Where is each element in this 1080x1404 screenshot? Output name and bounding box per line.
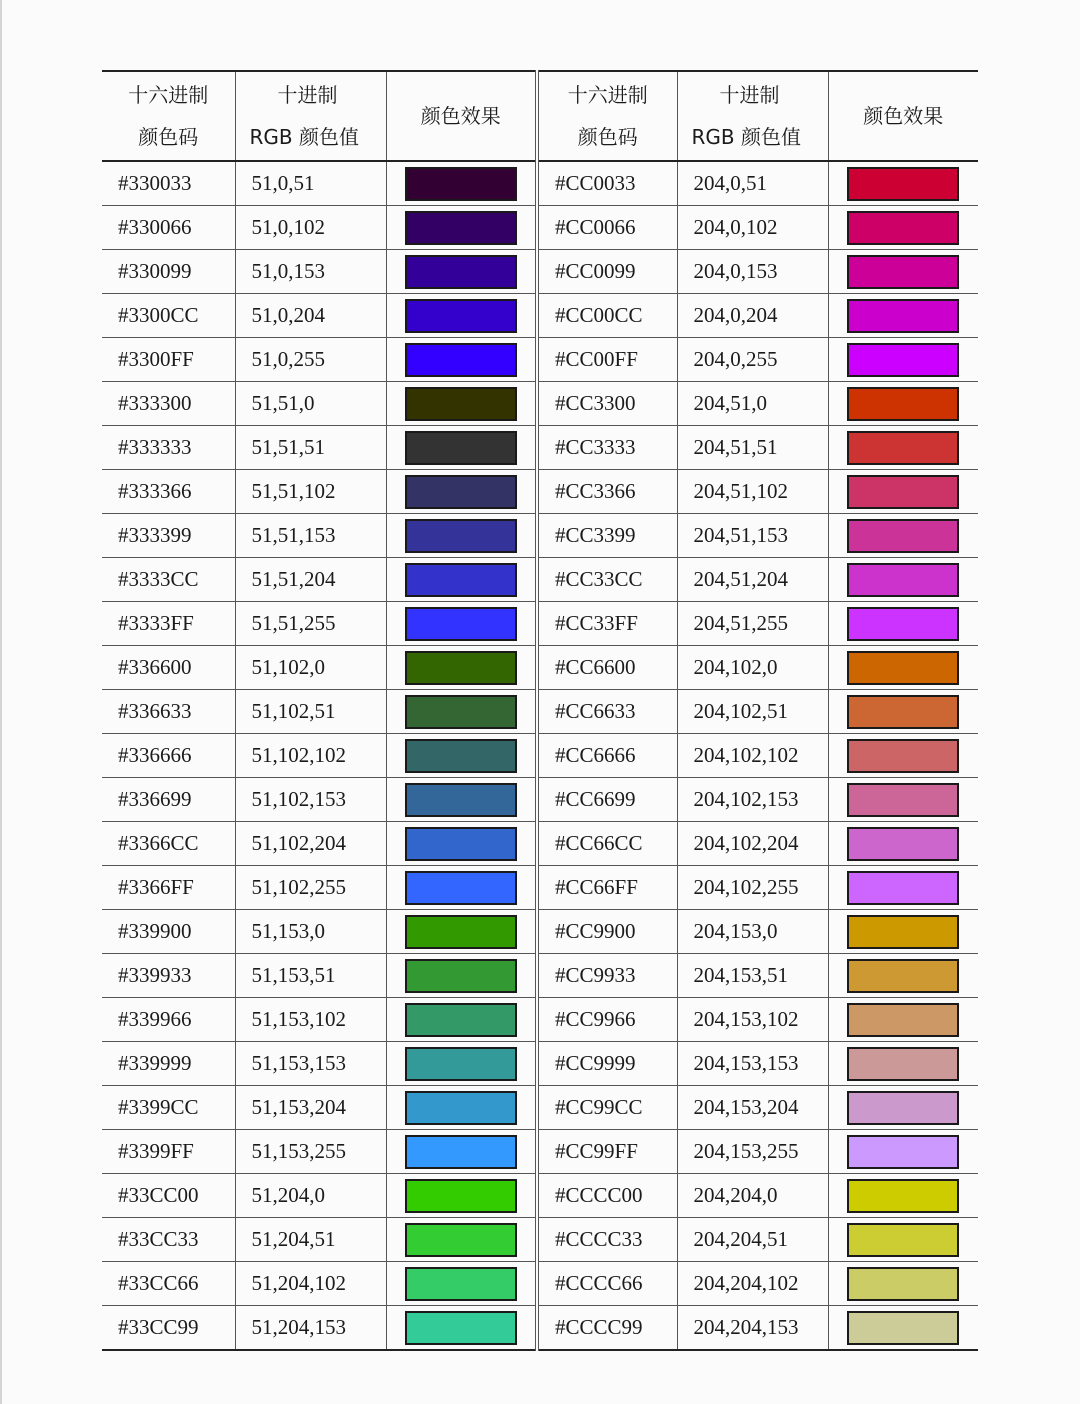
hex-code-left: #333300	[102, 382, 235, 426]
color-swatch-left	[405, 651, 517, 685]
table-row	[102, 206, 978, 250]
color-swatch-right-cell	[828, 558, 978, 602]
color-swatch-right	[847, 1135, 959, 1169]
table-row	[102, 602, 978, 646]
color-swatch-right	[847, 519, 959, 553]
color-swatch-left	[405, 1223, 517, 1257]
hex-code-right: #CC00CC	[537, 294, 677, 338]
color-swatch-left-cell	[386, 1306, 537, 1351]
hex-code-left: #3399CC	[102, 1086, 235, 1130]
color-swatch-right	[847, 607, 959, 641]
color-swatch-left	[405, 871, 517, 905]
rgb-value-right: 204,51,255	[677, 602, 828, 646]
hex-code-left: #333333	[102, 426, 235, 470]
hex-code-right: #CC0066	[537, 206, 677, 250]
rgb-value-right: 204,0,204	[677, 294, 828, 338]
rgb-value-right: 204,102,255	[677, 866, 828, 910]
color-swatch-left	[405, 167, 517, 201]
hex-code-right: #CC6600	[537, 646, 677, 690]
hex-code-right: #CC3333	[537, 426, 677, 470]
rgb-value-left: 51,102,0	[235, 646, 386, 690]
rgb-value-right: 204,102,153	[677, 778, 828, 822]
rgb-value-right: 204,153,153	[677, 1042, 828, 1086]
rgb-value-left: 51,102,102	[235, 734, 386, 778]
color-swatch-left-cell	[386, 558, 537, 602]
rgb-value-left: 51,204,51	[235, 1218, 386, 1262]
color-swatch-right-cell	[828, 778, 978, 822]
rgb-value-right: 204,153,255	[677, 1130, 828, 1174]
rgb-value-right: 204,102,0	[677, 646, 828, 690]
color-swatch-right	[847, 1267, 959, 1301]
rgb-value-right: 204,0,255	[677, 338, 828, 382]
table-row	[102, 1262, 978, 1306]
color-swatch-right	[847, 1179, 959, 1213]
color-swatch-left	[405, 343, 517, 377]
color-swatch-right-cell	[828, 910, 978, 954]
color-swatch-left-cell	[386, 338, 537, 382]
color-swatch-right	[847, 167, 959, 201]
rgb-value-right: 204,102,51	[677, 690, 828, 734]
color-swatch-right	[847, 1311, 959, 1345]
header-rgb-right-line2: RGB 颜色值	[691, 125, 801, 149]
hex-code-right: #CC6699	[537, 778, 677, 822]
rgb-value-left: 51,0,204	[235, 294, 386, 338]
table-row	[102, 1174, 978, 1218]
hex-code-left: #339933	[102, 954, 235, 998]
table-row	[102, 910, 978, 954]
color-swatch-right	[847, 475, 959, 509]
color-swatch-right-cell	[828, 954, 978, 998]
color-swatch-left	[405, 1047, 517, 1081]
color-swatch-left-cell	[386, 778, 537, 822]
color-swatch-right-cell	[828, 866, 978, 910]
color-swatch-right-cell	[828, 646, 978, 690]
color-swatch-right	[847, 959, 959, 993]
color-swatch-right	[847, 1223, 959, 1257]
hex-code-left: #336699	[102, 778, 235, 822]
hex-code-right: #CCCC33	[537, 1218, 677, 1262]
table-row	[102, 338, 978, 382]
hex-code-right: #CC6633	[537, 690, 677, 734]
color-swatch-right-cell	[828, 382, 978, 426]
color-swatch-right	[847, 739, 959, 773]
color-swatch-left-cell	[386, 470, 537, 514]
rgb-value-left: 51,0,255	[235, 338, 386, 382]
header-hex-left-line1: 十六进制	[128, 83, 209, 107]
color-swatch-left	[405, 1003, 517, 1037]
hex-code-left: #3300FF	[102, 338, 235, 382]
hex-code-right: #CCCC66	[537, 1262, 677, 1306]
hex-code-left: #33CC66	[102, 1262, 235, 1306]
color-swatch-left	[405, 563, 517, 597]
color-swatch-left-cell	[386, 1262, 537, 1306]
hex-code-left: #336666	[102, 734, 235, 778]
color-swatch-left-cell	[386, 1174, 537, 1218]
rgb-value-left: 51,204,0	[235, 1174, 386, 1218]
color-swatch-right-cell	[828, 734, 978, 778]
header-swatch-right: 颜色效果	[828, 71, 978, 161]
header-swatch-left: 颜色效果	[386, 71, 537, 161]
color-swatch-left-cell	[386, 646, 537, 690]
page-edge	[0, 0, 2, 1404]
color-swatch-left	[405, 299, 517, 333]
color-swatch-left	[405, 827, 517, 861]
hex-code-left: #3366CC	[102, 822, 235, 866]
table-row	[102, 1130, 978, 1174]
color-swatch-left-cell	[386, 1042, 537, 1086]
color-swatch-left-cell	[386, 1218, 537, 1262]
table-row	[102, 161, 978, 206]
color-swatch-left	[405, 1267, 517, 1301]
rgb-value-right: 204,102,102	[677, 734, 828, 778]
header-hex-left-line2: 颜色码	[138, 125, 199, 149]
color-swatch-left	[405, 519, 517, 553]
color-swatch-left	[405, 387, 517, 421]
hex-code-left: #33CC33	[102, 1218, 235, 1262]
rgb-value-right: 204,153,0	[677, 910, 828, 954]
table-row	[102, 250, 978, 294]
rgb-value-left: 51,51,255	[235, 602, 386, 646]
color-swatch-left-cell	[386, 602, 537, 646]
color-swatch-left-cell	[386, 690, 537, 734]
color-swatch-left-cell	[386, 822, 537, 866]
table-row	[102, 1042, 978, 1086]
color-swatch-left	[405, 1135, 517, 1169]
rgb-value-right: 204,102,204	[677, 822, 828, 866]
rgb-value-left: 51,102,153	[235, 778, 386, 822]
hex-code-right: #CC99FF	[537, 1130, 677, 1174]
table-row	[102, 470, 978, 514]
table-row	[102, 998, 978, 1042]
color-swatch-right-cell	[828, 1306, 978, 1351]
color-swatch-right	[847, 695, 959, 729]
color-swatch-left	[405, 915, 517, 949]
rgb-value-right: 204,153,204	[677, 1086, 828, 1130]
table-row	[102, 1086, 978, 1130]
color-swatch-left-cell	[386, 954, 537, 998]
color-swatch-right	[847, 783, 959, 817]
table-body	[102, 161, 978, 1350]
color-swatch-left-cell	[386, 161, 537, 206]
color-swatch-right-cell	[828, 602, 978, 646]
color-swatch-right	[847, 563, 959, 597]
rgb-value-left: 51,51,102	[235, 470, 386, 514]
header-rgb-right-line1: 十进制	[719, 83, 780, 107]
table-row	[102, 734, 978, 778]
color-swatch-left	[405, 959, 517, 993]
header-hex-left	[102, 71, 235, 161]
color-swatch-right	[847, 343, 959, 377]
rgb-value-right: 204,51,204	[677, 558, 828, 602]
hex-code-left: #330066	[102, 206, 235, 250]
color-swatch-left	[405, 739, 517, 773]
table-row	[102, 646, 978, 690]
color-swatch-left	[405, 607, 517, 641]
rgb-value-right: 204,51,0	[677, 382, 828, 426]
rgb-value-right: 204,51,153	[677, 514, 828, 558]
color-swatch-right	[847, 651, 959, 685]
hex-code-left: #33CC00	[102, 1174, 235, 1218]
color-swatch-right	[847, 827, 959, 861]
hex-code-right: #CCCC99	[537, 1306, 677, 1351]
table-row	[102, 954, 978, 998]
rgb-value-left: 51,204,102	[235, 1262, 386, 1306]
color-swatch-right	[847, 387, 959, 421]
hex-code-left: #33CC99	[102, 1306, 235, 1351]
color-swatch-left	[405, 211, 517, 245]
hex-code-left: #3366FF	[102, 866, 235, 910]
rgb-value-right: 204,204,153	[677, 1306, 828, 1351]
hex-code-right: #CC33FF	[537, 602, 677, 646]
rgb-value-left: 51,51,153	[235, 514, 386, 558]
color-swatch-left	[405, 1179, 517, 1213]
color-swatch-right	[847, 1091, 959, 1125]
hex-code-left: #3399FF	[102, 1130, 235, 1174]
rgb-value-right: 204,153,102	[677, 998, 828, 1042]
color-swatch-left	[405, 255, 517, 289]
color-swatch-right-cell	[828, 206, 978, 250]
rgb-value-right: 204,204,102	[677, 1262, 828, 1306]
color-swatch-left-cell	[386, 910, 537, 954]
color-swatch-right-cell	[828, 822, 978, 866]
rgb-value-left: 51,153,153	[235, 1042, 386, 1086]
table-row	[102, 822, 978, 866]
color-swatch-right	[847, 255, 959, 289]
color-swatch-right	[847, 915, 959, 949]
hex-code-right: #CC3399	[537, 514, 677, 558]
hex-code-right: #CC33CC	[537, 558, 677, 602]
rgb-value-right: 204,153,51	[677, 954, 828, 998]
color-swatch-right	[847, 871, 959, 905]
color-swatch-right	[847, 1047, 959, 1081]
color-swatch-right-cell	[828, 1174, 978, 1218]
rgb-value-left: 51,51,51	[235, 426, 386, 470]
table-row	[102, 294, 978, 338]
color-swatch-left	[405, 783, 517, 817]
header-rgb-right	[677, 71, 828, 161]
rgb-value-left: 51,153,255	[235, 1130, 386, 1174]
hex-code-right: #CC0099	[537, 250, 677, 294]
hex-code-left: #339999	[102, 1042, 235, 1086]
color-swatch-left-cell	[386, 1086, 537, 1130]
color-swatch-right-cell	[828, 426, 978, 470]
hex-code-right: #CC0033	[537, 161, 677, 206]
header-rgb-left-line2: RGB 颜色值	[249, 125, 359, 149]
table-row	[102, 382, 978, 426]
color-swatch-left	[405, 431, 517, 465]
hex-code-left: #3333FF	[102, 602, 235, 646]
color-swatch-right-cell	[828, 250, 978, 294]
color-swatch-right-cell	[828, 470, 978, 514]
color-swatch-right-cell	[828, 1042, 978, 1086]
rgb-value-left: 51,153,51	[235, 954, 386, 998]
header-rgb-left	[235, 71, 386, 161]
table-row	[102, 866, 978, 910]
table-row	[102, 1306, 978, 1351]
color-swatch-right-cell	[828, 1086, 978, 1130]
header-row	[102, 71, 978, 161]
rgb-value-left: 51,0,153	[235, 250, 386, 294]
rgb-value-left: 51,0,51	[235, 161, 386, 206]
color-swatch-left	[405, 1311, 517, 1345]
hex-code-right: #CC00FF	[537, 338, 677, 382]
rgb-value-left: 51,51,0	[235, 382, 386, 426]
color-swatch-right-cell	[828, 998, 978, 1042]
color-swatch-left	[405, 475, 517, 509]
color-swatch-right-cell	[828, 690, 978, 734]
color-swatch-right-cell	[828, 294, 978, 338]
table-row	[102, 558, 978, 602]
hex-code-left: #3300CC	[102, 294, 235, 338]
rgb-value-left: 51,153,102	[235, 998, 386, 1042]
color-swatch-right-cell	[828, 514, 978, 558]
rgb-value-right: 204,0,51	[677, 161, 828, 206]
header-hex-right-line2: 颜色码	[577, 125, 638, 149]
hex-code-left: #336600	[102, 646, 235, 690]
table-row	[102, 690, 978, 734]
color-swatch-left	[405, 695, 517, 729]
hex-code-left: #339966	[102, 998, 235, 1042]
header-hex-right	[537, 71, 677, 161]
color-swatch-left-cell	[386, 998, 537, 1042]
table-row	[102, 514, 978, 558]
hex-code-right: #CC6666	[537, 734, 677, 778]
rgb-value-left: 51,102,204	[235, 822, 386, 866]
hex-code-left: #339900	[102, 910, 235, 954]
table-row	[102, 426, 978, 470]
hex-code-right: #CC9933	[537, 954, 677, 998]
color-swatch-left-cell	[386, 382, 537, 426]
hex-code-right: #CCCC00	[537, 1174, 677, 1218]
hex-code-right: #CC3300	[537, 382, 677, 426]
rgb-value-left: 51,0,102	[235, 206, 386, 250]
color-swatch-right	[847, 211, 959, 245]
hex-code-right: #CC3366	[537, 470, 677, 514]
rgb-value-right: 204,0,153	[677, 250, 828, 294]
color-swatch-right	[847, 299, 959, 333]
hex-code-right: #CC9966	[537, 998, 677, 1042]
table-row	[102, 778, 978, 822]
rgb-value-right: 204,204,0	[677, 1174, 828, 1218]
header-rgb-left-line1: 十进制	[277, 83, 338, 107]
rgb-value-right: 204,51,102	[677, 470, 828, 514]
table-header	[102, 71, 978, 161]
hex-code-right: #CC9999	[537, 1042, 677, 1086]
color-swatch-left-cell	[386, 250, 537, 294]
rgb-value-right: 204,0,102	[677, 206, 828, 250]
rgb-value-right: 204,51,51	[677, 426, 828, 470]
hex-code-left: #330099	[102, 250, 235, 294]
color-swatch-right	[847, 431, 959, 465]
header-hex-right-line1: 十六进制	[567, 83, 648, 107]
color-swatch-right-cell	[828, 161, 978, 206]
color-swatch-right-cell	[828, 1262, 978, 1306]
rgb-value-left: 51,51,204	[235, 558, 386, 602]
hex-code-left: #336633	[102, 690, 235, 734]
rgb-value-left: 51,102,51	[235, 690, 386, 734]
color-swatch-right-cell	[828, 1218, 978, 1262]
color-swatch-left-cell	[386, 514, 537, 558]
color-swatch-left-cell	[386, 426, 537, 470]
hex-code-left: #333399	[102, 514, 235, 558]
hex-code-left: #3333CC	[102, 558, 235, 602]
hex-code-left: #333366	[102, 470, 235, 514]
table-row	[102, 1218, 978, 1262]
hex-code-right: #CC99CC	[537, 1086, 677, 1130]
rgb-value-left: 51,102,255	[235, 866, 386, 910]
color-swatch-right	[847, 1003, 959, 1037]
hex-code-right: #CC9900	[537, 910, 677, 954]
hex-code-left: #330033	[102, 161, 235, 206]
rgb-value-right: 204,204,51	[677, 1218, 828, 1262]
color-swatch-left-cell	[386, 1130, 537, 1174]
color-code-table	[102, 70, 978, 1351]
rgb-value-left: 51,204,153	[235, 1306, 386, 1351]
color-swatch-left-cell	[386, 294, 537, 338]
color-swatch-right-cell	[828, 338, 978, 382]
color-swatch-left-cell	[386, 866, 537, 910]
hex-code-right: #CC66CC	[537, 822, 677, 866]
rgb-value-left: 51,153,204	[235, 1086, 386, 1130]
color-swatch-left-cell	[386, 206, 537, 250]
color-swatch-left	[405, 1091, 517, 1125]
rgb-value-left: 51,153,0	[235, 910, 386, 954]
color-swatch-left-cell	[386, 734, 537, 778]
color-swatch-right-cell	[828, 1130, 978, 1174]
hex-code-right: #CC66FF	[537, 866, 677, 910]
